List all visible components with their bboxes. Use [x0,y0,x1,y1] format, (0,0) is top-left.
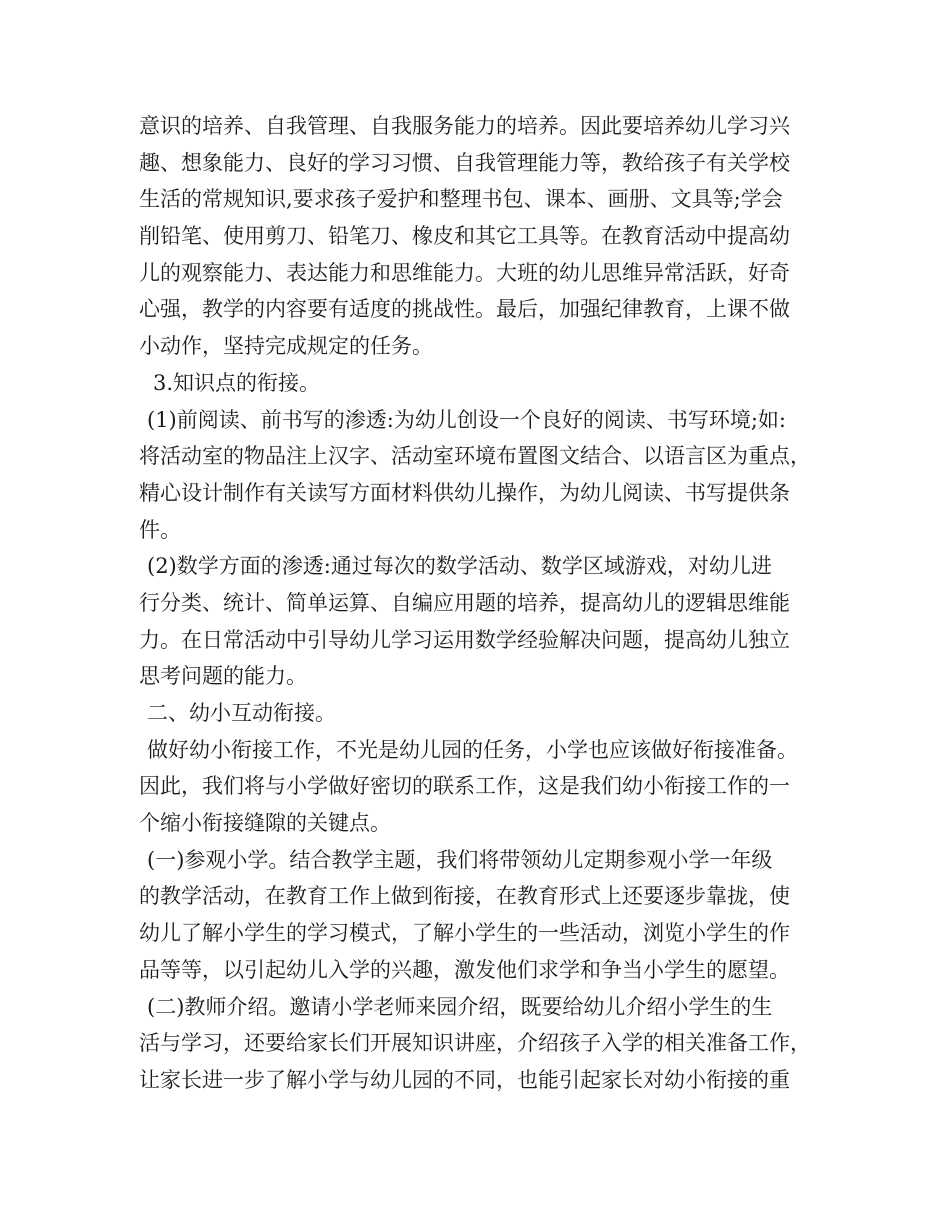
document-body [139,108,829,1099]
paragraph-line: 将活动室的物品注上汉字、活动室环境布置图文结合、以语言区为重点， [139,444,811,469]
paragraph-line: 因此，我们将与小学做好密切的联系工作，这是我们幼小衔接工作的一 [139,774,790,799]
paragraph-line: 趣、想象能力、良好的学习习惯、自我管理能力等，教给孩子有关学校 [139,150,790,175]
paragraph-line: 幼儿了解小学生的学习模式，了解小学生的一些活动，浏览小学生的作 [139,921,790,946]
paragraph-line: 心强，教学的内容要有适度的挑战性。最后，加强纪律教育，上课不做 [139,297,790,322]
section-heading: 3.知识点的衔接。 [153,370,321,395]
paragraph-line: 个缩小衔接缝隙的关键点。 [139,811,391,836]
paragraph-line: 力。在日常活动中引导幼儿学习运用数学经验解决问题，提高幼儿独立 [139,627,790,652]
paragraph-line: 活与学习，还要给家长们开展知识讲座，介绍孩子入学的相关准备工作， [139,1031,811,1056]
paragraph-line: 的教学活动，在教育工作上做到衔接，在教育形式上还要逐步靠拢，使 [139,884,790,909]
paragraph-line: (2)数学方面的渗透:通过每次的数学活动、数学区域游戏，对幼儿进 [147,554,772,579]
paragraph-line: 意识的培养、自我管理、自我服务能力的培养。因此要培养幼儿学习兴 [139,114,790,138]
paragraph-line: 小动作，坚持完成规定的任务。 [139,334,433,359]
paragraph-line: 精心设计制作有关读写方面材料供幼儿操作，为幼儿阅读、书写提供条 [139,480,790,505]
paragraph-line: 儿的观察能力、表达能力和思维能力。大班的幼儿思维异常活跃，好奇 [139,260,790,285]
paragraph-line: 件。 [139,517,181,542]
paragraph-line: 削铅笔、使用剪刀、铅笔刀、橡皮和其它工具等。在教育活动中提高幼 [139,224,790,249]
paragraph-line: 思考问题的能力。 [139,664,307,689]
paragraph-line: 行分类、统计、简单运算、自编应用题的培养，提高幼儿的逻辑思维能 [139,590,790,615]
paragraph-line: 生活的常规知识,要求孩子爱护和整理书包、课本、画册、文具等;学会 [139,187,783,212]
paragraph-line: (二)教师介绍。邀请小学老师来园介绍，既要给幼儿介绍小学生的生 [147,994,773,1019]
paragraph-line: (一)参观小学。结合教学主题，我们将带领幼儿定期参观小学一年级 [147,847,773,872]
section-heading: 二、幼小互动衔接。 [147,701,336,725]
paragraph-line: (1)前阅读、前书写的渗透:为幼儿创设一个良好的阅读、书写环境;如: [147,407,786,432]
paragraph-line: 品等等，以引起幼儿入学的兴趣，激发他们求学和争当小学生的愿望。 [139,957,790,982]
paragraph-line: 让家长进一步了解小学与幼儿园的不同，也能引起家长对幼小衔接的重 [139,1067,790,1092]
paragraph-line: 做好幼小衔接工作，不光是幼儿园的任务，小学也应该做好衔接准备。 [147,737,798,762]
